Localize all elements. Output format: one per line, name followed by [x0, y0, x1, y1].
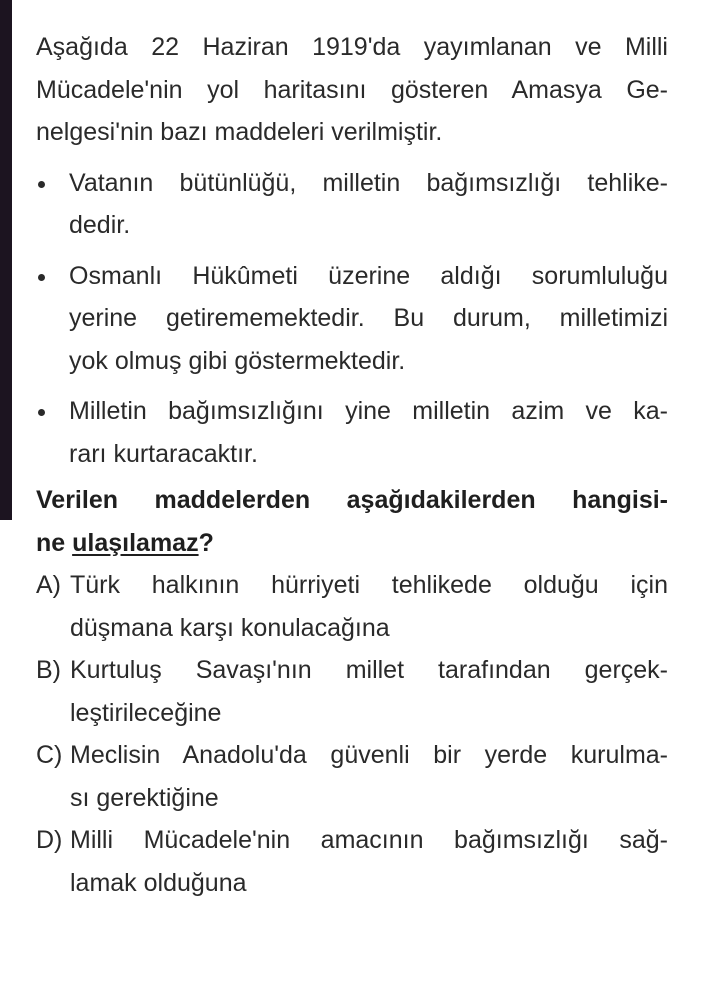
intro-line: Mücadele'nin yol haritasını gösteren Amasya Ge-: [36, 75, 668, 104]
question-underlined-word: ulaşılamaz: [72, 528, 199, 557]
bullet-item-2: [36, 255, 668, 383]
question-stem: [36, 479, 668, 564]
option-line: leştirileceğine: [70, 698, 222, 727]
option-d[interactable]: [36, 819, 668, 904]
option-line: Türk halkının hürriyeti tehlikede olduğu için: [70, 571, 668, 599]
bullet-line: Vatanın bütünlüğü, milletin bağımsızlığı tehlike-: [69, 168, 668, 197]
option-letter: B): [36, 656, 61, 684]
option-line: Kurtuluş Savaşı'nın millet tarafından gerçek-: [70, 656, 668, 684]
bullet-line: dedir.: [69, 211, 131, 239]
intro-line: nelgesi'nin bazı maddeleri verilmiştir.: [36, 118, 443, 146]
intro-paragraph: [36, 26, 668, 154]
option-b[interactable]: [36, 649, 668, 734]
question-mark: ?: [198, 528, 214, 557]
option-letter: D): [36, 826, 63, 854]
option-line: Milli Mücadele'nin amacının bağımsızlığı sağ-: [70, 826, 668, 854]
question-line: [36, 522, 668, 565]
question-prefix: ne: [36, 528, 73, 557]
bullet-line: yerine getirememektedir. Bu durum, milletimizi: [69, 304, 668, 332]
option-a[interactable]: [36, 564, 668, 649]
bullet-item-3: [36, 390, 668, 475]
bullet-line: Osmanlı Hükûmeti üzerine aldığı sorumluluğu: [69, 261, 668, 290]
bullet-item-1: [36, 162, 668, 247]
intro-line: Aşağıda 22 Haziran 1919'da yayımlanan ve Milli: [36, 33, 668, 61]
option-c[interactable]: [36, 734, 668, 819]
bullet-line: Milletin bağımsızlığını yine milletin azim ve ka-: [69, 397, 668, 425]
bullet-line: rarı kurtaracaktır.: [69, 439, 258, 468]
option-line: Meclisin Anadolu'da güvenli bir yerde kurulma-: [70, 741, 668, 769]
option-line: sı gerektiğine: [70, 783, 219, 812]
left-edge-strip: [0, 0, 12, 520]
question-document: [36, 26, 668, 904]
bullet-line: yok olmuş gibi göstermektedir.: [69, 346, 406, 375]
option-line: lamak olduğuna: [70, 868, 247, 897]
option-letter: A): [36, 571, 61, 599]
option-line: düşmana karşı konulacağına: [70, 613, 390, 642]
question-line: Verilen maddelerden aşağıdakilerden hangisi-: [36, 486, 668, 514]
option-letter: C): [36, 741, 63, 769]
